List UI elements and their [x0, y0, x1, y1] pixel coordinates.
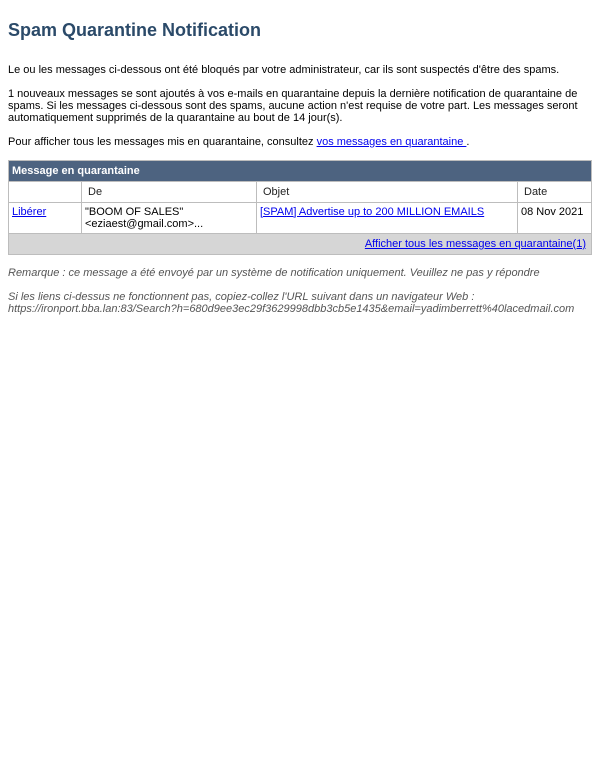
- action-cell: [9, 203, 81, 233]
- fallback-label: Si les liens ci-dessus ne fonctionnent pas, copiez-collez l'URL suivant dans un navigateur Web :: [8, 290, 475, 303]
- subject-link[interactable]: [SPAM] Advertise up to 200 MILLION EMAILS: [260, 205, 485, 218]
- column-subject: Objet: [257, 182, 517, 202]
- quarantine-table: [8, 160, 592, 255]
- column-date: Date: [518, 182, 591, 202]
- notification-body: [0, 0, 600, 315]
- table-row: [9, 203, 591, 233]
- view-prefix: Pour afficher tous les messages mis en quarantaine, consultez: [8, 135, 317, 148]
- table-header-row: [9, 161, 591, 181]
- subject-cell: [257, 203, 517, 233]
- fallback-url[interactable]: https://ironport.bba.lan:83/Search?h=680d9ee3ec29f3629998dbb3cb5e1435&email=yadimberrett%40lacedmail.com: [8, 302, 575, 315]
- from-name: "BOOM OF SALES": [85, 205, 184, 218]
- view-quarantine-line: [8, 136, 592, 148]
- release-link[interactable]: Libérer: [12, 205, 47, 218]
- view-quarantine-link[interactable]: vos messages en quarantaine: [316, 135, 467, 148]
- table-header: Message en quarantaine: [9, 161, 591, 181]
- table-footer-row: [9, 234, 591, 254]
- summary-text: 1 nouveaux messages se sont ajoutés à vos e-mails en quarantaine depuis la dernière notification de quarantaine de spams. Si les messages ci-dessous sont des spams, aucune action n'est requise de votre part. Les messages seront automatiquement supprimés de la quarantaine au bout de 14 jour(s).: [8, 87, 578, 124]
- column-from: De: [82, 182, 256, 202]
- column-action: [9, 182, 81, 202]
- from-email: <eziaest@gmail.com>...: [85, 217, 204, 230]
- column-header-row: [9, 182, 591, 202]
- intro-text: Le ou les messages ci-dessous ont été bloqués par votre administrateur, car ils sont suspectés d'être des spams.: [8, 63, 560, 76]
- show-all-quarantine-link[interactable]: Afficher tous les messages en quarantaine(1): [364, 237, 586, 250]
- remark-text: Remarque : ce message a été envoyé par un système de notification uniquement. Veuillez ne pas y répondre: [8, 266, 540, 279]
- date-cell: 08 Nov 2021: [518, 203, 591, 233]
- from-cell: [82, 203, 256, 233]
- table-footer: [9, 234, 591, 254]
- view-suffix: .: [466, 135, 470, 148]
- page-title: Spam Quarantine Notification: [8, 20, 262, 40]
- fallback-text: [8, 291, 592, 315]
